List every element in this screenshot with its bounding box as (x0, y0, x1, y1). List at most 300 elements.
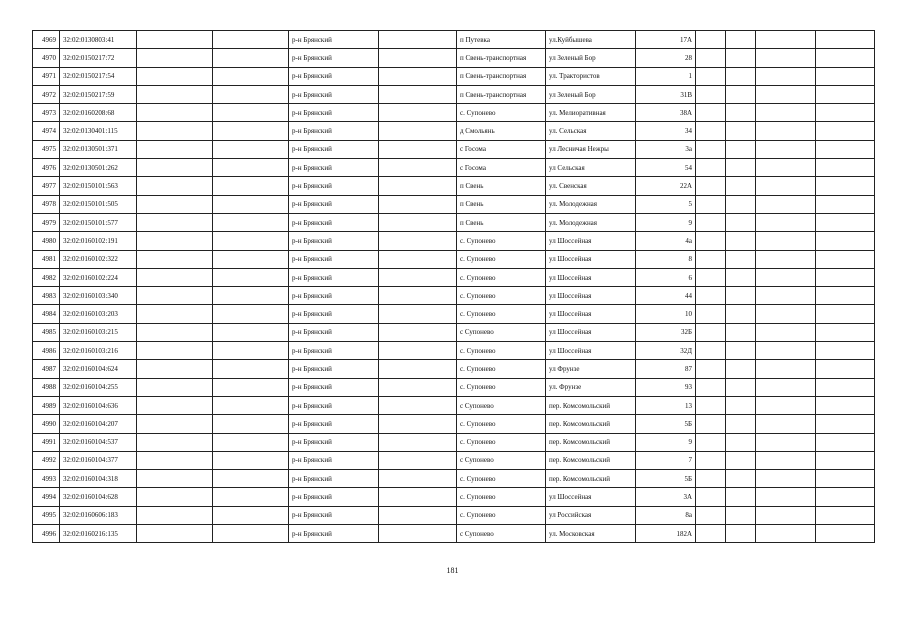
cell-locality: п Свень (457, 177, 546, 195)
cell-empty (696, 67, 726, 85)
cell-empty (379, 433, 457, 451)
cell-empty (379, 378, 457, 396)
cell-district: р-н Брянский (289, 488, 379, 506)
cell-empty (726, 177, 756, 195)
cell-street: ул Российская (546, 506, 636, 524)
cell-empty (137, 213, 213, 231)
cell-street: ул Шоссейная (546, 232, 636, 250)
cell-empty (137, 49, 213, 67)
cell-locality: п Свень-транспортная (457, 49, 546, 67)
cell-empty (756, 525, 816, 543)
cell-locality: д Смольянь (457, 122, 546, 140)
cell-empty (379, 525, 457, 543)
cell-house: 93 (636, 378, 696, 396)
cell-cadastral-number: 32:02:0150101:505 (60, 195, 137, 213)
cell-street: пер. Комсомольский (546, 451, 636, 469)
cell-empty (816, 323, 875, 341)
table-row (33, 433, 875, 451)
cell-empty (213, 305, 289, 323)
cell-empty (726, 250, 756, 268)
cell-street: ул. Свенская (546, 177, 636, 195)
table-row (33, 342, 875, 360)
table-row (33, 67, 875, 85)
cell-locality: с Супонево (457, 451, 546, 469)
cell-empty (726, 85, 756, 103)
cell-locality: п Свень (457, 195, 546, 213)
cell-empty (726, 159, 756, 177)
cell-empty (696, 268, 726, 286)
table-row (33, 104, 875, 122)
cell-empty (137, 85, 213, 103)
cell-empty (726, 323, 756, 341)
cell-house: 22А (636, 177, 696, 195)
cell-empty (213, 85, 289, 103)
cell-empty (137, 268, 213, 286)
cell-cadastral-number: 32:02:0160102:224 (60, 268, 137, 286)
cell-locality: с. Супонево (457, 250, 546, 268)
cell-district: р-н Брянский (289, 67, 379, 85)
cell-empty (213, 250, 289, 268)
cell-empty (137, 140, 213, 158)
cell-empty (137, 525, 213, 543)
cell-cadastral-number: 32:02:0160104:207 (60, 415, 137, 433)
cell-house: 182А (636, 525, 696, 543)
cell-locality: с. Супонево (457, 433, 546, 451)
cell-empty (137, 378, 213, 396)
cell-number: 4989 (33, 396, 60, 414)
cell-street: ул. Московская (546, 525, 636, 543)
table-row (33, 323, 875, 341)
cell-empty (816, 433, 875, 451)
cell-district: р-н Брянский (289, 250, 379, 268)
cell-empty (137, 232, 213, 250)
cell-cadastral-number: 32:02:0160104:636 (60, 396, 137, 414)
cell-cadastral-number: 32:02:0160103:203 (60, 305, 137, 323)
cell-empty (213, 342, 289, 360)
cell-empty (696, 104, 726, 122)
table-row (33, 268, 875, 286)
cell-district: р-н Брянский (289, 31, 379, 49)
cell-empty (756, 177, 816, 195)
cell-cadastral-number: 32:02:0160103:215 (60, 323, 137, 341)
cell-district: р-н Брянский (289, 140, 379, 158)
cell-house: 32Д (636, 342, 696, 360)
cell-empty (213, 506, 289, 524)
cell-empty (756, 488, 816, 506)
cell-cadastral-number: 32:02:0150217:72 (60, 49, 137, 67)
cell-empty (726, 268, 756, 286)
cell-number: 4973 (33, 104, 60, 122)
cell-number: 4972 (33, 85, 60, 103)
cell-house: 5Б (636, 470, 696, 488)
cell-empty (379, 31, 457, 49)
cell-empty (379, 85, 457, 103)
cell-district: р-н Брянский (289, 213, 379, 231)
cell-empty (379, 122, 457, 140)
cell-empty (756, 470, 816, 488)
cell-house: 38А (636, 104, 696, 122)
cell-empty (696, 195, 726, 213)
cell-empty (726, 49, 756, 67)
cell-empty (213, 49, 289, 67)
cell-empty (756, 323, 816, 341)
table-row (33, 122, 875, 140)
cell-empty (816, 49, 875, 67)
cell-empty (137, 195, 213, 213)
cell-empty (696, 232, 726, 250)
cell-empty (756, 85, 816, 103)
table-row (33, 195, 875, 213)
cell-empty (726, 470, 756, 488)
cell-empty (816, 488, 875, 506)
cell-house: 6 (636, 268, 696, 286)
cell-number: 4993 (33, 470, 60, 488)
cell-empty (213, 378, 289, 396)
cell-locality: с. Супонево (457, 268, 546, 286)
table-row (33, 140, 875, 158)
cell-empty (213, 415, 289, 433)
cell-street: ул. Молодежная (546, 213, 636, 231)
cell-empty (726, 506, 756, 524)
cell-empty (137, 360, 213, 378)
cell-street: ул Шоссейная (546, 305, 636, 323)
cell-cadastral-number: 32:02:0150101:563 (60, 177, 137, 195)
cell-empty (379, 342, 457, 360)
cell-empty (379, 305, 457, 323)
table-row (33, 31, 875, 49)
cell-number: 4987 (33, 360, 60, 378)
cell-number: 4970 (33, 49, 60, 67)
cell-empty (756, 159, 816, 177)
cell-cadastral-number: 32:02:0130803:41 (60, 31, 137, 49)
cell-empty (213, 525, 289, 543)
cell-cadastral-number: 32:02:0160216:135 (60, 525, 137, 543)
cell-empty (756, 232, 816, 250)
cell-empty (726, 122, 756, 140)
cell-cadastral-number: 32:02:0160208:68 (60, 104, 137, 122)
cell-house: 8 (636, 250, 696, 268)
cell-district: р-н Брянский (289, 195, 379, 213)
cell-number: 4996 (33, 525, 60, 543)
cell-empty (696, 415, 726, 433)
cell-empty (696, 433, 726, 451)
cell-cadastral-number: 32:02:0150217:54 (60, 67, 137, 85)
cell-empty (816, 506, 875, 524)
cell-empty (137, 433, 213, 451)
cell-locality: с Супонево (457, 525, 546, 543)
cell-empty (379, 360, 457, 378)
table-row (33, 49, 875, 67)
cell-empty (213, 488, 289, 506)
cell-locality: п Путевка (457, 31, 546, 49)
cell-empty (379, 159, 457, 177)
cell-locality: с Госома (457, 140, 546, 158)
table-row (33, 506, 875, 524)
cell-empty (756, 67, 816, 85)
cell-number: 4982 (33, 268, 60, 286)
cell-district: р-н Брянский (289, 305, 379, 323)
cell-empty (816, 451, 875, 469)
cell-empty (137, 250, 213, 268)
cell-district: р-н Брянский (289, 287, 379, 305)
cell-empty (756, 140, 816, 158)
cell-empty (213, 195, 289, 213)
cell-number: 4984 (33, 305, 60, 323)
cell-street: пер. Комсомольский (546, 415, 636, 433)
cell-number: 4976 (33, 159, 60, 177)
cell-locality: с. Супонево (457, 287, 546, 305)
cell-street: пер. Комсомольский (546, 433, 636, 451)
table-row (33, 305, 875, 323)
cell-locality: с Супонево (457, 396, 546, 414)
cell-empty (379, 451, 457, 469)
cell-empty (816, 305, 875, 323)
cell-empty (137, 122, 213, 140)
cell-empty (726, 525, 756, 543)
table-row (33, 470, 875, 488)
cell-empty (137, 323, 213, 341)
cell-empty (379, 506, 457, 524)
cell-empty (213, 396, 289, 414)
table-row (33, 213, 875, 231)
cell-number: 4990 (33, 415, 60, 433)
cell-locality: с. Супонево (457, 305, 546, 323)
cell-empty (816, 360, 875, 378)
cell-empty (816, 232, 875, 250)
cell-empty (726, 232, 756, 250)
cell-locality: с Госома (457, 159, 546, 177)
cell-empty (379, 140, 457, 158)
cell-empty (137, 488, 213, 506)
cell-number: 4974 (33, 122, 60, 140)
cell-number: 4978 (33, 195, 60, 213)
cell-empty (816, 159, 875, 177)
cell-district: р-н Брянский (289, 342, 379, 360)
cell-empty (379, 323, 457, 341)
cell-house: 5Б (636, 415, 696, 433)
cell-empty (816, 342, 875, 360)
cell-house: 28 (636, 49, 696, 67)
cell-number: 4995 (33, 506, 60, 524)
cell-house: 7 (636, 451, 696, 469)
cell-street: ул. Сельская (546, 122, 636, 140)
cell-house: 34 (636, 122, 696, 140)
cell-empty (137, 451, 213, 469)
cell-street: ул Шоссейная (546, 323, 636, 341)
cell-empty (726, 433, 756, 451)
cell-district: р-н Брянский (289, 268, 379, 286)
cell-cadastral-number: 32:02:0130501:371 (60, 140, 137, 158)
page-number: 181 (446, 566, 459, 575)
cell-house: 44 (636, 287, 696, 305)
cell-district: р-н Брянский (289, 85, 379, 103)
cell-empty (137, 470, 213, 488)
cell-empty (213, 360, 289, 378)
cell-cadastral-number: 32:02:0160104:628 (60, 488, 137, 506)
cell-number: 4981 (33, 250, 60, 268)
cell-empty (696, 451, 726, 469)
cell-empty (213, 104, 289, 122)
cell-empty (726, 488, 756, 506)
cell-locality: п Свень (457, 213, 546, 231)
cell-street: ул. Молодежная (546, 195, 636, 213)
cell-empty (379, 213, 457, 231)
cell-empty (696, 159, 726, 177)
cell-empty (213, 140, 289, 158)
cell-empty (696, 177, 726, 195)
cell-empty (756, 213, 816, 231)
cell-street: ул Шоссейная (546, 268, 636, 286)
cell-empty (137, 104, 213, 122)
cell-empty (379, 287, 457, 305)
cell-empty (756, 415, 816, 433)
cell-house: 8а (636, 506, 696, 524)
cell-empty (137, 287, 213, 305)
cell-empty (816, 104, 875, 122)
cell-empty (137, 305, 213, 323)
cell-empty (379, 396, 457, 414)
cell-empty (696, 506, 726, 524)
cell-district: р-н Брянский (289, 177, 379, 195)
cell-street: ул Зеленый Бор (546, 49, 636, 67)
cell-empty (696, 470, 726, 488)
cell-street: ул.Куйбышева (546, 31, 636, 49)
table-row (33, 159, 875, 177)
cell-street: пер. Комсомольский (546, 396, 636, 414)
cell-empty (756, 378, 816, 396)
cell-empty (726, 451, 756, 469)
cell-empty (213, 213, 289, 231)
cell-district: р-н Брянский (289, 396, 379, 414)
cell-empty (726, 305, 756, 323)
cell-empty (756, 268, 816, 286)
cell-street: ул Шоссейная (546, 488, 636, 506)
cell-empty (696, 287, 726, 305)
table-row (33, 360, 875, 378)
cell-empty (379, 488, 457, 506)
cell-empty (756, 396, 816, 414)
cell-district: р-н Брянский (289, 104, 379, 122)
cell-empty (816, 213, 875, 231)
cell-empty (137, 177, 213, 195)
table-row (33, 488, 875, 506)
cell-empty (696, 305, 726, 323)
cell-empty (379, 49, 457, 67)
cell-empty (756, 31, 816, 49)
cell-empty (213, 287, 289, 305)
table-row (33, 378, 875, 396)
table-row (33, 396, 875, 414)
cell-house: 10 (636, 305, 696, 323)
cell-empty (137, 67, 213, 85)
cell-house: 54 (636, 159, 696, 177)
cell-empty (756, 506, 816, 524)
cell-locality: с. Супонево (457, 488, 546, 506)
cell-cadastral-number: 32:02:0160606:183 (60, 506, 137, 524)
cell-empty (756, 122, 816, 140)
cell-empty (756, 342, 816, 360)
table-row (33, 451, 875, 469)
cell-cadastral-number: 32:02:0160104:537 (60, 433, 137, 451)
cell-empty (816, 470, 875, 488)
cell-street: ул Сельская (546, 159, 636, 177)
cell-street: ул Зеленый Бор (546, 85, 636, 103)
cell-house: 4а (636, 232, 696, 250)
cell-district: р-н Брянский (289, 378, 379, 396)
table-row (33, 177, 875, 195)
cell-street: ул Лесничая Нежры (546, 140, 636, 158)
cell-empty (726, 342, 756, 360)
cell-street: пер. Комсомольский (546, 470, 636, 488)
cell-empty (137, 342, 213, 360)
cell-locality: с. Супонево (457, 415, 546, 433)
cell-empty (379, 177, 457, 195)
cell-district: р-н Брянский (289, 360, 379, 378)
cell-empty (213, 31, 289, 49)
cell-empty (379, 470, 457, 488)
cell-locality: п Свень-транспортная (457, 67, 546, 85)
cell-number: 4969 (33, 31, 60, 49)
table-body (33, 31, 875, 543)
cell-house: 5 (636, 195, 696, 213)
cell-locality: с. Супонево (457, 470, 546, 488)
cell-cadastral-number: 32:02:0160104:255 (60, 378, 137, 396)
cell-number: 4980 (33, 232, 60, 250)
cell-empty (696, 525, 726, 543)
cell-district: р-н Брянский (289, 525, 379, 543)
cell-empty (816, 140, 875, 158)
cell-empty (379, 104, 457, 122)
cell-empty (726, 195, 756, 213)
cell-empty (696, 396, 726, 414)
cell-house: 13 (636, 396, 696, 414)
cell-empty (756, 250, 816, 268)
cell-house: 9 (636, 213, 696, 231)
cell-empty (816, 525, 875, 543)
cell-street: ул Шоссейная (546, 287, 636, 305)
cell-cadastral-number: 32:02:0150101:577 (60, 213, 137, 231)
cell-empty (213, 470, 289, 488)
cell-street: ул Шоссейная (546, 250, 636, 268)
cell-empty (213, 268, 289, 286)
cell-empty (379, 232, 457, 250)
cell-empty (816, 177, 875, 195)
cell-street: ул. Трактористов (546, 67, 636, 85)
cell-house: 9 (636, 433, 696, 451)
cell-cadastral-number: 32:02:0160104:624 (60, 360, 137, 378)
cell-number: 4975 (33, 140, 60, 158)
cell-empty (756, 287, 816, 305)
cell-empty (213, 177, 289, 195)
cell-house: 17А (636, 31, 696, 49)
table-row (33, 85, 875, 103)
cell-empty (696, 213, 726, 231)
cell-empty (816, 31, 875, 49)
cell-empty (816, 67, 875, 85)
cell-cadastral-number: 32:02:0160103:340 (60, 287, 137, 305)
cell-empty (379, 250, 457, 268)
cell-empty (756, 49, 816, 67)
cell-empty (696, 122, 726, 140)
cell-street: ул Шоссейная (546, 342, 636, 360)
cell-empty (213, 122, 289, 140)
cell-number: 4983 (33, 287, 60, 305)
cell-empty (816, 396, 875, 414)
cell-empty (696, 360, 726, 378)
cell-empty (816, 85, 875, 103)
cell-empty (726, 31, 756, 49)
cell-empty (696, 250, 726, 268)
